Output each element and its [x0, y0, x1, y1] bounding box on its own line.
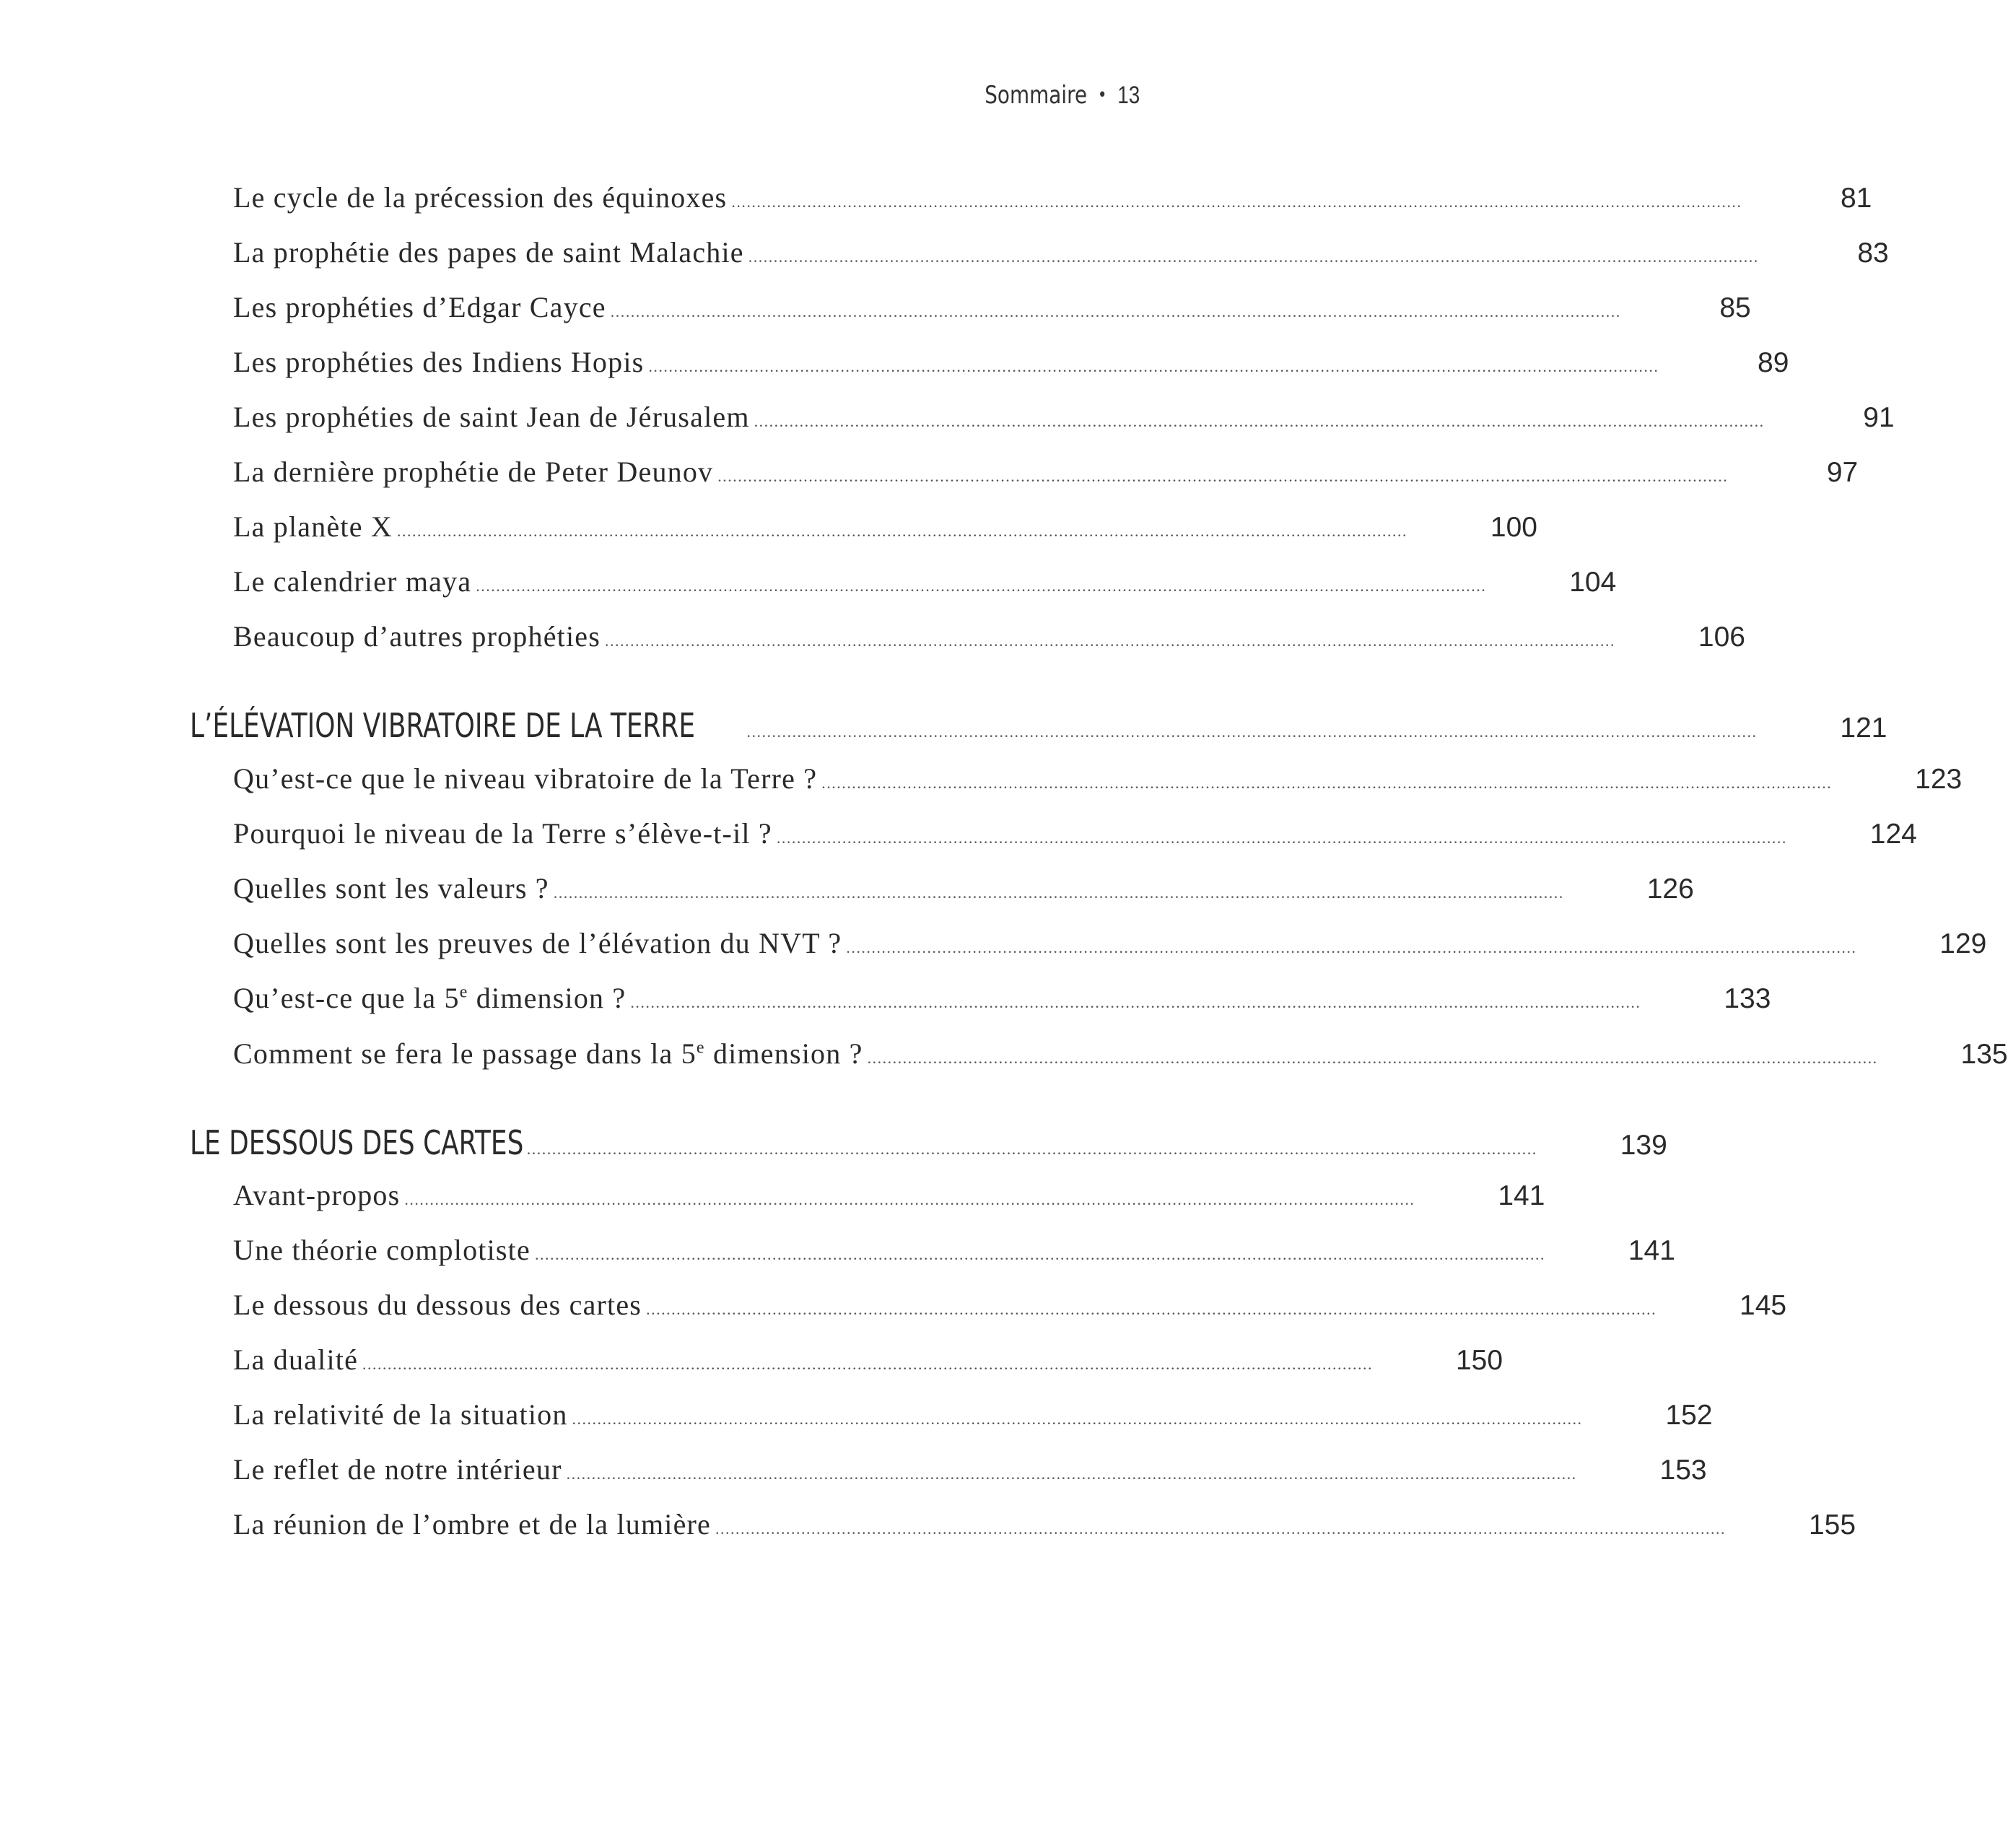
toc-entry — [233, 1288, 1787, 1331]
toc-entry — [233, 981, 1771, 1024]
dot-leader: ........................................................................................................................................................................................................ — [630, 993, 1641, 1011]
toc-entry — [233, 816, 1917, 860]
toc-entry — [233, 1037, 2008, 1080]
toc-entry-page: 106 — [1698, 622, 1745, 653]
toc-entry-page: 121 — [1840, 712, 1887, 744]
toc-entry — [233, 345, 1789, 388]
dot-leader: ........................................................................................................................................................................................................ — [526, 1140, 1537, 1158]
toc-entry — [233, 510, 1537, 553]
toc-entry-page: 139 — [1620, 1130, 1667, 1161]
toc-entry — [233, 1452, 1707, 1496]
toc-entry-title: Une théorie complotiste — [233, 1234, 531, 1266]
dot-leader: ........................................................................................................................................................................................................ — [748, 248, 1759, 266]
dot-leader: ........................................................................................................................................................................................................ — [476, 577, 1487, 595]
toc-entry — [233, 290, 1751, 334]
toc-entry-page: 81 — [1840, 183, 1872, 214]
toc-entry-title: Les prophéties des Indiens Hopis — [233, 346, 645, 378]
dot-leader: ........................................................................................................................................................................................................ — [846, 938, 1857, 956]
toc-entry-page: 124 — [1869, 819, 1917, 850]
toc-entry — [233, 1233, 1675, 1276]
toc-entry-page: 141 — [1498, 1180, 1545, 1211]
toc-entry — [233, 180, 1872, 224]
toc-entry-page: 83 — [1857, 237, 1889, 269]
toc-entry-title: Quelles sont les preuves de l’élévation du NVT ? — [233, 927, 842, 959]
toc-section-title: L’ÉLÉVATION VIBRATOIRE DE LA TERRE — [190, 706, 696, 745]
toc-entry-page: 123 — [1915, 764, 1963, 795]
header-section-title: Sommaire — [984, 81, 1087, 110]
toc-section-heading — [190, 706, 1887, 749]
toc-entry-page: 100 — [1490, 512, 1537, 543]
toc-entry-page: 135 — [1960, 1039, 2008, 1070]
toc-entry-page: 153 — [1659, 1455, 1707, 1486]
toc-entry-page: 104 — [1569, 567, 1617, 598]
toc-entry-page: 126 — [1646, 873, 1694, 905]
toc-entry — [233, 871, 1694, 915]
toc-entry-title: Le dessous du dessous des cartes — [233, 1289, 642, 1321]
toc-entry-title: La relativité de la situation — [233, 1398, 568, 1431]
toc-entry — [233, 455, 1859, 498]
toc-section-heading — [190, 1123, 1667, 1167]
toc-entry-title: Pourquoi le niveau de la Terre s’élève-t-il ? — [233, 817, 772, 850]
toc-entry-page: 155 — [1808, 1509, 1856, 1540]
dot-leader: ........................................................................................................................................................................................................ — [610, 302, 1621, 321]
dot-leader: ........................................................................................................................................................................................................ — [646, 1300, 1657, 1318]
toc-entry — [233, 619, 1745, 663]
dot-leader: ........................................................................................................................................................................................................ — [362, 1355, 1374, 1373]
dot-leader: ........................................................................................................................................................................................................ — [566, 1465, 1577, 1483]
dot-leader: ........................................................................................................................................................................................................ — [648, 357, 1659, 375]
dot-leader: ........................................................................................................................................................................................................ — [867, 1049, 1878, 1067]
dot-leader: ........................................................................................................................................................................................................ — [396, 522, 1407, 540]
toc-entry-title: Le calendrier maya — [233, 565, 472, 598]
dot-leader: ........................................................................................................................................................................................................ — [605, 632, 1615, 650]
dot-leader: ........................................................................................................................................................................................................ — [821, 774, 1833, 792]
toc-entry — [233, 1178, 1545, 1221]
running-header — [985, 81, 1140, 110]
toc-entry-title: La dualité — [233, 1343, 359, 1376]
toc-entry-page: 133 — [1724, 983, 1771, 1014]
toc-entry-page: 85 — [1719, 292, 1751, 323]
dot-leader: ........................................................................................................................................................................................................ — [404, 1190, 1415, 1208]
dot-leader: ........................................................................................................................................................................................................ — [731, 193, 1742, 211]
toc-entry-title: La prophétie des papes de saint Malachie — [233, 236, 744, 269]
dot-leader: ........................................................................................................................................................................................................ — [572, 1410, 1583, 1428]
dot-leader: ........................................................................................................................................................................................................ — [717, 467, 1729, 485]
toc-entry — [233, 1398, 1713, 1441]
toc-entry-page: 152 — [1665, 1400, 1713, 1431]
toc-entry-title: Avant-propos — [233, 1179, 401, 1211]
dot-leader: ........................................................................................................................................................................................................ — [754, 412, 1765, 430]
toc-entry-title: Le reflet de notre intérieur — [233, 1453, 562, 1486]
toc-entry-title: La réunion de l’ombre et de la lumière — [233, 1508, 712, 1540]
toc-entry-title: Comment se fera le passage dans la 5e dimension ? — [233, 1037, 863, 1070]
toc-entry-page: 97 — [1826, 457, 1859, 488]
toc-entry-title: La planète X — [233, 510, 393, 543]
toc-entry — [233, 565, 1617, 608]
toc-entry-page: 141 — [1628, 1235, 1675, 1266]
toc-entry — [233, 400, 1895, 443]
dot-leader: ........................................................................................................................................................................................................ — [534, 1245, 1545, 1263]
toc-entry — [233, 762, 1963, 805]
toc-entry — [233, 235, 1889, 279]
toc-entry-page: 145 — [1739, 1290, 1787, 1321]
toc-section-title: LE DESSOUS DES CARTES — [190, 1123, 524, 1162]
toc-entry-page: 89 — [1758, 347, 1789, 378]
toc-entry-title: Beaucoup d’autres prophéties — [233, 620, 601, 653]
dot-leader: ........................................................................................................................................................................................................ — [746, 723, 1758, 741]
header-page-number: 13 — [1117, 81, 1140, 109]
toc-entry-page: 91 — [1863, 402, 1895, 433]
toc-entry-page: 150 — [1455, 1345, 1503, 1376]
dot-leader: ........................................................................................................................................................................................................ — [553, 884, 1564, 902]
dot-leader: ........................................................................................................................................................................................................ — [715, 1520, 1727, 1538]
dot-leader: ........................................................................................................................................................................................................ — [776, 829, 1787, 847]
toc-entry-title: Les prophéties d’Edgar Cayce — [233, 291, 606, 323]
toc-entry-title: Le cycle de la précession des équinoxes — [233, 181, 728, 214]
toc-entry — [233, 1343, 1503, 1386]
toc-entry-title: Qu’est-ce que le niveau vibratoire de la Terre ? — [233, 762, 818, 795]
toc-entry-title: Qu’est-ce que la 5e dimension ? — [233, 982, 627, 1014]
header-separator: • — [1097, 84, 1107, 106]
toc-entry — [233, 1507, 1856, 1551]
toc-entry — [233, 926, 1987, 969]
toc-entry-title: Quelles sont les valeurs ? — [233, 872, 549, 905]
toc-entry-page: 129 — [1939, 928, 1987, 959]
toc-entry-title: La dernière prophétie de Peter Deunov — [233, 456, 714, 488]
toc-entry-title: Les prophéties de saint Jean de Jérusalem — [233, 401, 750, 433]
